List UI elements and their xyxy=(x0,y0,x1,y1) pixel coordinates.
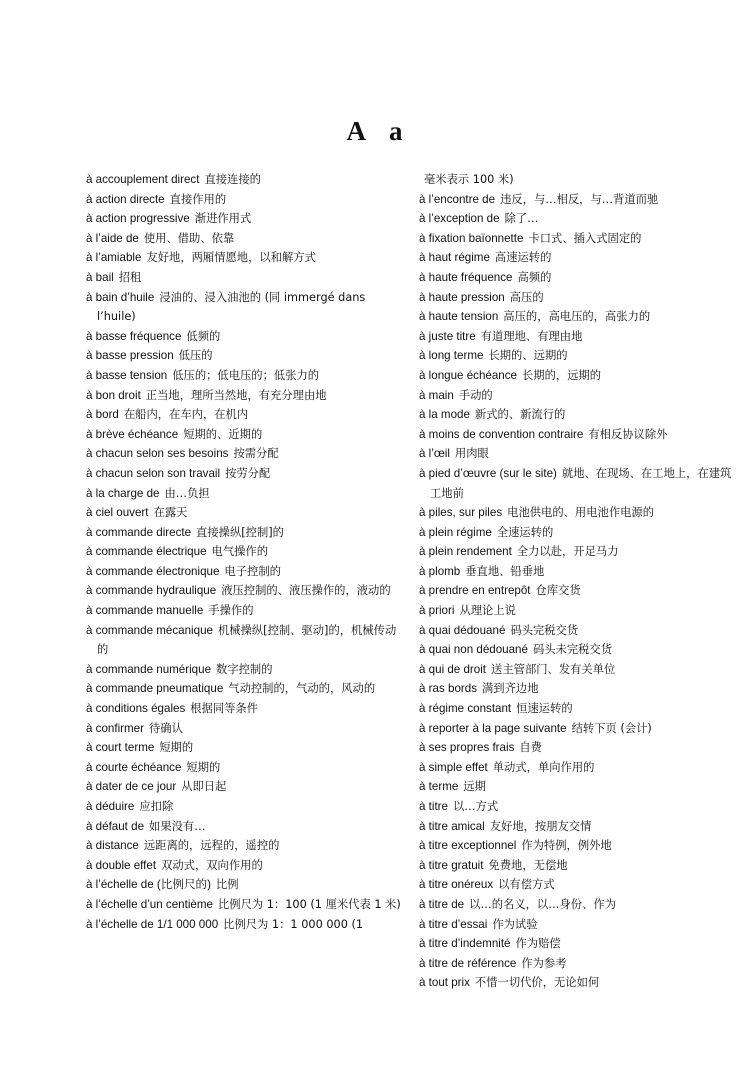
entry-term: à basse fréquence xyxy=(86,329,182,343)
entry-definition: 友好地，两厢情愿地，以和解方式 xyxy=(146,251,316,265)
entry-definition: 电气操作的 xyxy=(211,545,269,559)
entry-term: à brève échéance xyxy=(86,427,179,441)
entry-term: à plomb xyxy=(419,564,461,578)
entry-definition: 机械操纵[控制、驱动]的，机械传动的 xyxy=(97,623,397,657)
dictionary-entry xyxy=(86,444,404,464)
dictionary-entry xyxy=(86,895,404,915)
entry-term: à commande hydraulique xyxy=(86,584,217,598)
entry-definition: 由…负担 xyxy=(164,486,210,500)
dictionary-entry xyxy=(419,797,737,817)
entry-term: à titre de xyxy=(419,897,465,911)
entry-definition: 毫米表示 100 米) xyxy=(424,173,514,186)
entry-term: à commande mécanique xyxy=(86,623,213,637)
entry-definition: 低压的 xyxy=(178,349,213,363)
entry-definition: 招租 xyxy=(118,270,142,284)
entry-term: à titre d’essai xyxy=(419,917,488,931)
dictionary-entry xyxy=(86,581,404,601)
dictionary-entry xyxy=(86,190,404,210)
page-title xyxy=(0,116,750,147)
entry-term: à court terme xyxy=(86,741,155,755)
entry-definition: 直接连接的 xyxy=(204,173,261,186)
entry-definition: 码头未完税交货 xyxy=(532,643,613,657)
entry-term: à bail xyxy=(86,270,114,284)
entry-definition: 待确认 xyxy=(149,721,183,735)
entry-term: à haute tension xyxy=(419,310,499,324)
entry-definition: 免费地，无偿地 xyxy=(488,858,568,872)
dictionary-entry xyxy=(419,660,737,680)
dictionary-entry xyxy=(86,562,404,582)
entry-definition: 远距离的，远程的，遥控的 xyxy=(143,839,280,853)
dictionary-entry xyxy=(419,464,737,503)
entry-definition: 高速运转的 xyxy=(494,251,552,265)
entry-definition: 根据同等条件 xyxy=(190,702,259,716)
entry-term: à prendre en entrepôt xyxy=(419,584,531,598)
entry-term: à titre onéreux xyxy=(419,878,494,892)
entry-term: à l’encontre de xyxy=(419,192,496,206)
entry-term: à ciel ouvert xyxy=(86,506,149,520)
dictionary-entry xyxy=(419,621,737,641)
entry-definition: 渐进作用式 xyxy=(194,212,252,226)
entry-term: à titre d’indemnité xyxy=(419,937,511,951)
entry-term: à titre gratuit xyxy=(419,858,484,872)
entry-term: à plein régime xyxy=(419,525,492,539)
entry-term: à déduire xyxy=(86,800,135,813)
entry-definition: 结转下页 (会计) xyxy=(571,721,652,735)
dictionary-entry xyxy=(419,346,737,366)
dictionary-entry xyxy=(419,699,737,719)
entry-term: à l’échelle de (比例尺的) xyxy=(86,878,211,892)
entry-definition: 气动控制的，气动的，风动的 xyxy=(228,682,376,696)
entry-term: à accouplement direct xyxy=(86,173,200,186)
entry-definition: 作为特例，例外地 xyxy=(521,839,612,853)
dictionary-entry xyxy=(419,758,737,778)
entry-term: à basse tension xyxy=(86,368,168,382)
dictionary-entry xyxy=(419,973,737,993)
dictionary-entry xyxy=(86,836,404,856)
dictionary-entry xyxy=(86,366,404,386)
entry-term: à confirmer xyxy=(86,721,144,735)
dictionary-entry xyxy=(86,601,404,621)
entry-term: à défaut de xyxy=(86,819,145,833)
entry-term: à la mode xyxy=(419,408,470,422)
entry-term: à reporter à la page suivante xyxy=(419,721,567,735)
dictionary-entry xyxy=(419,581,737,601)
entry-definition: 有道理地、有理由地 xyxy=(480,329,583,343)
dictionary-entry xyxy=(419,366,737,386)
entry-term: à l’aide de xyxy=(86,231,139,245)
entry-definition: 短期的 xyxy=(159,741,194,755)
dictionary-entry xyxy=(86,875,404,895)
entry-term: à fixation baïonnette xyxy=(419,231,524,245)
entry-definition: 低压的；低电压的；低张力的 xyxy=(172,368,320,382)
entry-term: à l’échelle de 1/1 000 000 xyxy=(86,917,219,931)
entry-term: à juste titre xyxy=(419,329,476,343)
dictionary-entry xyxy=(86,738,404,758)
entry-definition: 从即日起 xyxy=(181,780,227,794)
dictionary-entry xyxy=(419,288,737,308)
dictionary-entry xyxy=(86,327,404,347)
entry-term: à bon droit xyxy=(86,388,141,402)
entry-definition: 数字控制的 xyxy=(216,662,273,676)
dictionary-entry xyxy=(419,405,737,425)
entry-definition: 应扣除 xyxy=(139,800,174,813)
dictionary-entry xyxy=(86,386,404,406)
dictionary-entry xyxy=(419,503,737,523)
dictionary-entry xyxy=(86,405,404,425)
entry-definition: 比例 xyxy=(216,878,239,892)
entry-term: à qui de droit xyxy=(419,662,487,676)
entry-definition: 直接作用的 xyxy=(169,192,227,206)
entry-definition: 按劳分配 xyxy=(225,466,271,480)
dictionary-entry xyxy=(419,875,737,895)
entry-definition: 有相反协议除外 xyxy=(588,427,668,441)
entry-definition: 高压的 xyxy=(509,290,544,304)
entry-term: à commande électronique xyxy=(86,564,220,578)
entry-term: à commande manuelle xyxy=(86,604,204,618)
entry-definition: 高压的，高电压的，高张力的 xyxy=(503,310,651,324)
entry-definition: 友好地，按朋友交情 xyxy=(489,819,592,833)
entry-term: à ses propres frais xyxy=(419,741,515,755)
dictionary-entry xyxy=(419,738,737,758)
dictionary-entry xyxy=(419,268,737,288)
entry-term: à piles, sur piles xyxy=(419,506,503,520)
dictionary-entry xyxy=(419,954,737,974)
entry-term: à titre amical xyxy=(419,819,485,833)
entry-definition: 新式的、新流行的 xyxy=(474,408,566,422)
entry-definition: 违反，与…相反，与…背道而驰 xyxy=(500,192,659,206)
entry-definition: 用肉眼 xyxy=(454,447,489,461)
entry-definition: 全力以赴，开足马力 xyxy=(516,545,619,559)
dictionary-entry xyxy=(86,777,404,797)
entry-term: à l’exception de xyxy=(419,212,500,226)
entry-definition: 长期的，远期的 xyxy=(522,368,602,382)
entry-definition: 低频的 xyxy=(186,329,221,343)
entry-term: à priori xyxy=(419,604,455,618)
dictionary-entry xyxy=(419,934,737,954)
entry-definition: 液压控制的、液压操作的，液动的 xyxy=(221,584,391,598)
entry-definition: 垂直地、铅垂地 xyxy=(465,564,545,578)
entry-term: à haute fréquence xyxy=(419,270,513,284)
entry-term: à courte échéance xyxy=(86,760,182,774)
entry-definition: 短期的、近期的 xyxy=(183,427,263,441)
dictionary-entry xyxy=(86,346,404,366)
entry-definition: 按需分配 xyxy=(233,447,279,461)
dictionary-entry xyxy=(419,170,737,190)
dictionary-entry xyxy=(419,523,737,543)
entry-definition: 使用、借助、依靠 xyxy=(143,231,235,245)
entry-definition: 电子控制的 xyxy=(224,564,281,578)
dictionary-entry xyxy=(86,523,404,543)
entry-definition: 恒速运转的 xyxy=(516,702,573,716)
right-column xyxy=(419,170,737,993)
entry-term: à basse pression xyxy=(86,349,174,363)
dictionary-entry xyxy=(419,248,737,268)
dictionary-entry xyxy=(419,601,737,621)
dictionary-entry xyxy=(86,621,404,660)
entry-definition: 手操作的 xyxy=(208,604,254,618)
entry-definition: 直接操纵[控制]的 xyxy=(196,525,284,539)
dictionary-entry xyxy=(86,503,404,523)
entry-definition: 自费 xyxy=(519,741,542,755)
entry-definition: 作为参考 xyxy=(521,956,567,970)
entry-term: à action progressive xyxy=(86,212,190,226)
dictionary-entry xyxy=(419,679,737,699)
entry-term: à dater de ce jour xyxy=(86,780,177,794)
entry-definition: 单动式，单向作用的 xyxy=(492,760,595,774)
entry-term: à l’échelle d’un centième xyxy=(86,897,213,911)
dictionary-entry xyxy=(86,915,404,935)
entry-term: à quai dédouané xyxy=(419,623,506,637)
dictionary-entry xyxy=(419,895,737,915)
entry-term: à chacun selon ses besoins xyxy=(86,447,229,461)
entry-term: à titre xyxy=(419,800,448,813)
entry-term: à chacun selon son travail xyxy=(86,466,221,480)
entry-definition: 满到齐边地 xyxy=(482,682,539,696)
entry-term: à quai non dédouané xyxy=(419,643,528,657)
entry-term: à commande numérique xyxy=(86,662,212,676)
entry-term: à commande électrique xyxy=(86,545,207,559)
entry-term: à bord xyxy=(86,408,119,422)
entry-term: à bain d’huile xyxy=(86,290,155,304)
dictionary-entry xyxy=(419,817,737,837)
entry-definition: 高频的 xyxy=(517,270,552,284)
dictionary-entry xyxy=(419,562,737,582)
entry-definition: 比例尺为 1：100 (1 厘米代表 1 米) xyxy=(217,897,401,911)
dictionary-entry xyxy=(86,758,404,778)
left-column xyxy=(86,170,404,934)
entry-definition: 仓库交货 xyxy=(535,584,581,598)
dictionary-entry xyxy=(419,209,737,229)
entry-term: à moins de convention contraire xyxy=(419,427,584,441)
entry-definition: 远期 xyxy=(463,780,486,794)
entry-definition: 以…方式 xyxy=(453,800,499,813)
dictionary-entry xyxy=(86,425,404,445)
dictionary-entry xyxy=(86,856,404,876)
dictionary-entry xyxy=(86,484,404,504)
dictionary-entry xyxy=(86,542,404,562)
entry-term: à titre exceptionnel xyxy=(419,839,517,853)
entry-term: à double effet xyxy=(86,858,157,872)
entry-term: à longue échéance xyxy=(419,368,517,382)
entry-definition: 以有偿方式 xyxy=(498,878,555,892)
dictionary-entry xyxy=(419,327,737,347)
dictionary-entry xyxy=(419,915,737,935)
entry-term: à plein rendement xyxy=(419,545,512,559)
dictionary-entry xyxy=(419,856,737,876)
entry-term: à haute pression xyxy=(419,290,505,304)
entry-definition: 比例尺为 1：1 000 000 (1 xyxy=(223,917,364,931)
entry-term: à terme xyxy=(419,780,459,794)
entry-definition: 在露天 xyxy=(153,506,188,520)
dictionary-entry xyxy=(419,307,737,327)
entry-term: à la charge de xyxy=(86,486,160,500)
entry-term: à main xyxy=(419,388,454,402)
entry-definition: 码头完税交货 xyxy=(510,623,579,637)
dictionary-entry xyxy=(419,542,737,562)
dictionary-entry xyxy=(86,679,404,699)
entry-definition: 短期的 xyxy=(186,760,221,774)
dictionary-entry xyxy=(86,660,404,680)
entry-term: à tout prix xyxy=(419,976,470,990)
dictionary-entry xyxy=(86,288,404,327)
entry-term: à commande pneumatique xyxy=(86,682,224,696)
dictionary-entry xyxy=(86,797,404,817)
dictionary-entry xyxy=(419,719,737,739)
entry-definition: 作为试验 xyxy=(492,917,538,931)
entry-definition: 不惜一切代价，无论如何 xyxy=(474,976,600,990)
dictionary-entry xyxy=(86,464,404,484)
dictionary-entry xyxy=(86,248,404,268)
entry-definition: 作为赔偿 xyxy=(515,937,561,951)
entry-term: à ras bords xyxy=(419,682,477,696)
entry-definition: 手动的 xyxy=(458,388,493,402)
entry-definition: 长期的、远期的 xyxy=(488,349,568,363)
dictionary-entry xyxy=(86,699,404,719)
entry-term: à l’œil xyxy=(419,447,450,461)
title-letter-upper: A xyxy=(346,116,367,146)
title-letter-lower: a xyxy=(389,116,404,146)
dictionary-entry xyxy=(419,425,737,445)
entry-term: à pied d’œuvre (sur le site) xyxy=(419,466,557,480)
entry-definition: 卡口式、插入式固定的 xyxy=(528,231,642,245)
entry-term: à action directe xyxy=(86,192,165,206)
entry-definition: 电池供电的、用电池作电源的 xyxy=(507,506,655,520)
entry-term: à long terme xyxy=(419,349,484,363)
entry-definition: 从理论上说 xyxy=(459,604,516,618)
entry-definition: 如果没有… xyxy=(149,819,206,833)
entry-definition: 以…的名义，以…身份、作为 xyxy=(469,897,616,911)
dictionary-entry xyxy=(86,229,404,249)
dictionary-entry xyxy=(419,386,737,406)
dictionary-entry xyxy=(419,640,737,660)
entry-definition: 就地、在现场、在工地上，在建筑工地前 xyxy=(430,466,732,500)
entry-term: à haut régime xyxy=(419,251,490,265)
dictionary-entry xyxy=(86,719,404,739)
dictionary-entry xyxy=(86,817,404,837)
entry-term: à titre de référence xyxy=(419,956,517,970)
entry-definition: 在船内，在车内，在机内 xyxy=(123,408,249,422)
dictionary-entry xyxy=(86,209,404,229)
entry-term: à l’amiable xyxy=(86,251,142,265)
entry-term: à commande directe xyxy=(86,525,192,539)
dictionary-entry xyxy=(86,268,404,288)
entry-term: à distance xyxy=(86,839,139,853)
entry-definition: 除了… xyxy=(504,212,539,226)
entry-definition: 正当地，理所当然地，有充分理由地 xyxy=(145,388,327,402)
entry-term: à conditions égales xyxy=(86,702,186,716)
dictionary-entry xyxy=(419,777,737,797)
dictionary-entry xyxy=(86,170,404,190)
entry-definition: 全速运转的 xyxy=(496,525,554,539)
dictionary-entry xyxy=(419,836,737,856)
dictionary-entry xyxy=(419,229,737,249)
dictionary-entry xyxy=(419,190,737,210)
entry-term: à simple effet xyxy=(419,760,488,774)
entry-definition: 浸油的、浸入油池的 (同 immergé dans l’huile) xyxy=(97,290,366,324)
entry-definition: 双动式，双向作用的 xyxy=(161,858,263,872)
entry-definition: 送主管部门、发有关单位 xyxy=(491,662,616,676)
entry-term: à régime constant xyxy=(419,702,512,716)
dictionary-entry xyxy=(419,444,737,464)
